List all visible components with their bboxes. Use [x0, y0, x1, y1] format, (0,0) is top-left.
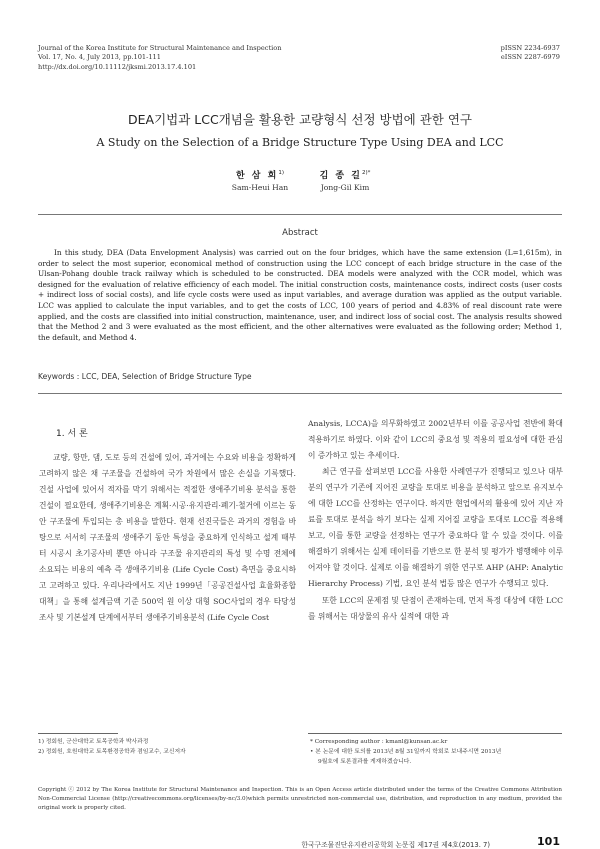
author-1-name-en: Sam-Heui Han	[231, 183, 289, 192]
author-2-name-ko: 김 종 길	[319, 171, 362, 181]
issn-block	[501, 44, 560, 63]
intro-paragraph-2: 최근 연구를 살펴보면 LCC를 사용한 사례연구가 진행되고 있으나 대부분의 연구가 기존에 지어진 교량을 토대로 비용을 분석하고 앞으로 유지보수에 대한 LCC를 산정하는 연구이다. 하지만 현업에서의 활용에 있어 지난 자료를 토대로 분석을 하기 보다는 실제 지어질 교량을 토대로 LCC를 적용해보고, 이를 통한 교량을 선정하는 연구가 중요하다 할 수 있을 것이다. 이를 해결하기 위해서는 실제 데이터를 기반으로 한 분석 및 평가가 병행해야 이루어져야 할 것이다. 실제로 이를 해결하기 위한 연구로 AHP (AHP: Analytic Hierarchy Process) 기법, 요인 분석 법등 많은 연구가 수행되고 있다.	[308, 467, 563, 589]
pissn: pISSN 2234-6937	[500, 44, 560, 52]
footnote-rule-left	[38, 733, 118, 734]
corresponding-author: * Corresponding author : kmanl@kunsan.ac.kr	[310, 739, 448, 745]
discussion-note-1: • 본 논문에 대한 토의를 2013년 8월 31일까지 학회로 보내주시면 2013년	[310, 749, 502, 755]
journal-name: Journal of the Korea Institute for Structural Maintenance and Inspection	[38, 44, 282, 52]
abstract-body: In this study, DEA (Data Envelopment Analysis) was carried out on the four bridges, which have the same extension (L=1,615m), in order to select the most superior, economical method of construction using the LCC concept of each bridge structure in the case of the Ulsan-Pohang double track railway which is scheduled to be constructed. DEA models were analyzed with the CCR model, which was designed for the evaluation of relative efficiency of each model. The initial construction costs, maintenance costs, indirect costs (user costs + indirect loss of social costs), and life cycle costs were used as input variables, and average duration was applied as the output variable. LCC was applied to calculate the input variables, and to get the costs of LCC, 100 years of period and 4.83% of real discount rate were applied, and the costs are classified into initial construction, maintenance, user, and indirect loss of social cost. The analysis results showed that the Method 2 and 3 were evaluated as the most efficient, and the other alternatives were evaluated as the following order; Method 1, the default, and Method 4.	[38, 248, 562, 342]
copyright-notice: Copyright ⓒ 2012 by The Korea Institute for Structural Maintenance and Inspection. This is an Open Access article distributed under the terms of the Creative Commons Attribution Non-Commercial License (http://creativecommons.org/licenses/by-nc/3.0)which permits unrestricted non-commercial use, distribution, and reproduction in any medium, provided the original work is properly cited.	[38, 787, 562, 811]
body-column-left	[39, 450, 296, 627]
keywords: Keywords : LCC, DEA, Selection of Bridge Structure Type	[38, 372, 252, 381]
discussion-note-2: 9월호에 토론결과를 게재하겠습니다.	[318, 759, 412, 765]
title-english: A Study on the Selection of a Bridge Structure Type Using DEA and LCC	[96, 136, 504, 149]
doi-link[interactable]: http://dx.doi.org/10.11112/jksmi.2013.17.4.101	[38, 62, 197, 71]
author-1-sup: 1)	[278, 170, 284, 176]
intro-paragraph-continued: Analysis, LCCA)을 의무화하였고 2002년부터 이를 공공사업 전반에 확대 적용하기로 하였다. 이와 같이 LCC의 중요성 및 적용의 필요성에 대한 관심이 증가하고 있는 추세이다.	[308, 419, 563, 461]
footnotes-right	[310, 737, 562, 767]
abstract-heading: Abstract	[282, 228, 318, 238]
eissn: eISSN 2287-6979	[500, 53, 560, 62]
footnote-1: 1) 정회원, 군산대학교 토목공학과 박사과정	[38, 739, 149, 745]
footnote-2: 2) 정회원, 호원대학교 토목환경공학과 겸임교수, 교신저자	[38, 749, 186, 755]
author-2-name-en: Jong-Gil Kim	[320, 183, 370, 192]
journal-volume: Vol. 17, No. 4, July 2013, pp.101-111	[38, 53, 161, 62]
title-korean: DEA기법과 LCC개념을 활용한 교량형식 선정 방법에 관한 연구	[128, 112, 472, 127]
intro-paragraph-3: 또한 LCC의 문제점 및 단점이 존재하는데, 먼저 특정 대상에 대한 LCC를 위해서는 대상물의 유사 실적에 대한 과	[308, 595, 563, 621]
journal-header	[38, 44, 281, 72]
footnotes-left	[38, 737, 293, 757]
footnote-rule-right	[308, 733, 562, 734]
author-2-sup: 2)*	[361, 170, 371, 176]
page-number: 101	[537, 835, 560, 848]
divider-top	[38, 214, 562, 215]
body-column-right	[308, 416, 563, 625]
author-2	[285, 168, 405, 192]
footer-journal: 한국구조물진단유지관리공학회 논문집 제17권 제4호(2013. 7)	[301, 841, 490, 849]
section-heading: 1. 서 론	[56, 429, 88, 439]
author-1-name-ko: 한 삼 희	[235, 171, 279, 181]
intro-paragraph-1: 교량, 항만, 댐, 도로 등의 건설에 있어, 과거에는 수요와 비용을 정확하게 고려하지 않은 채 구조물을 건설하여 국가 차원에서 많은 손실을 기록했다. 건설 사업에 있어서 적자를 막기 위해서는 적절한 생애주기비용 분석을 통한 건설이 필요한데, 생애주기비용은 계획·시공·유지관리·폐기·철거에 이르는 동안 구조물에 투입되는 총 비용을 말한다. 현재 선진국들은 과거의 경험을 바탕으로 서서히 구조물의 생애주기 동안 특성을 중요하게 인식하고 설계 때부터 시공시 초기공사비 뿐만 아니라 구조물 유지관리의 특성 및 수명 전체에 소요되는 비용의 예측 즉 생애주기비용 (Life Cycle Cost) 측면을 중요시하고 고려하고 있다. 우리나라에서도 지난 1999년「공공건설사업 효율화종합대책」을 통해 설계금액 기준 500억 원 이상 대형 SOC사업의 경우 타당성 조사 및 기본설계 단계에서부터 생애주기비용분석 (Life Cycle Cost	[39, 453, 296, 623]
divider-abstract	[38, 393, 562, 394]
